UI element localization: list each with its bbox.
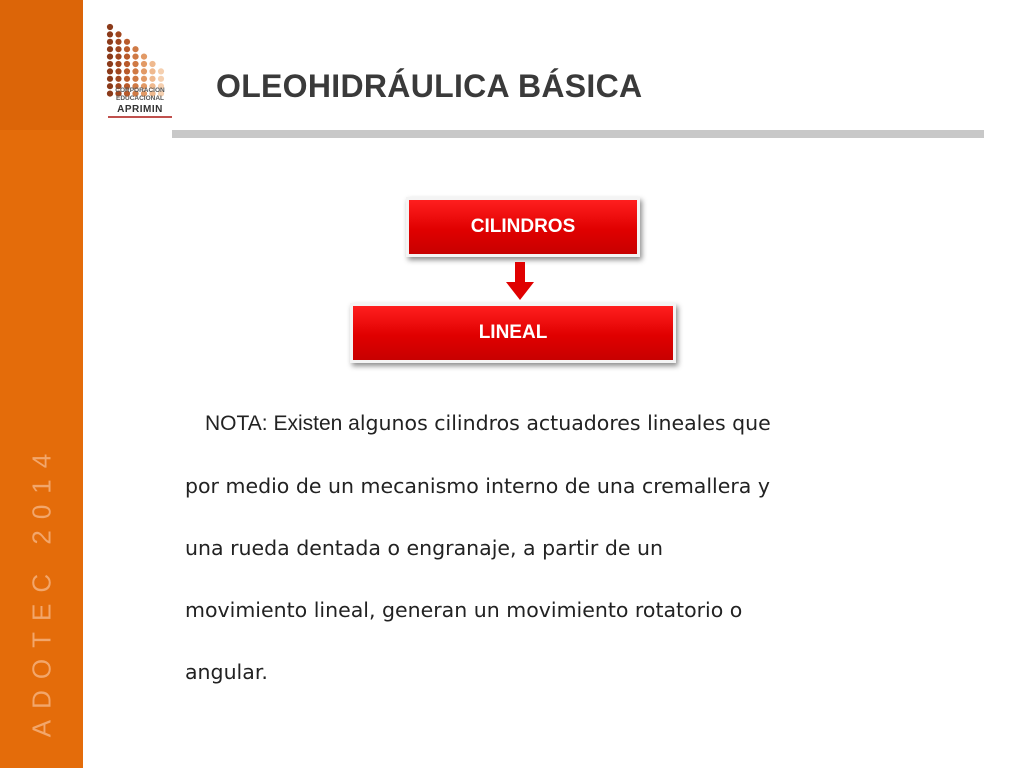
logo-dot: [115, 68, 121, 74]
logo-dot: [141, 76, 147, 82]
note-line-5: angular.: [185, 660, 268, 684]
logo-dot: [149, 76, 155, 82]
lineal-box: [350, 303, 676, 363]
logo-line-aprimin: APRIMIN: [117, 104, 163, 115]
logo-dot: [124, 76, 130, 82]
logo-dot: [141, 61, 147, 67]
logo-dot: [149, 61, 155, 67]
logo-dot: [115, 39, 121, 45]
page-title: OLEOHIDRÁULICA BÁSICA: [216, 68, 643, 104]
logo-dot: [132, 46, 138, 52]
logo-underline: [108, 116, 172, 118]
logo-dot: [107, 46, 113, 52]
logo-dot: [141, 68, 147, 74]
logo-dot: [107, 76, 113, 82]
note-paragraph: [185, 392, 955, 703]
logo-dot: [107, 68, 113, 74]
note-line-1: [185, 392, 955, 455]
logo-dot: [158, 68, 164, 74]
logo-dot: [115, 31, 121, 37]
logo-dot: [149, 68, 155, 74]
logo-dot: [115, 54, 121, 60]
logo-dot: [115, 76, 121, 82]
arrow-down-icon: [506, 262, 534, 300]
logo-dot: [132, 76, 138, 82]
note-line-1-text: lgunos cilindros actuadores lineales que: [359, 411, 771, 435]
logo-line-corporacion: CORPORACION: [115, 87, 165, 94]
logo-dot: [107, 54, 113, 60]
title-divider: [172, 130, 984, 138]
logo-dot: [124, 39, 130, 45]
logo-dot: [124, 68, 130, 74]
cilindros-box: [406, 197, 640, 257]
note-prefix: NOTA: Existen a: [205, 412, 360, 435]
logo-dot: [158, 76, 164, 82]
logo-dot: [141, 54, 147, 60]
side-bar-top-shade: [0, 0, 83, 130]
note-line-2: por medio de un mecanismo interno de una cremallera y: [185, 474, 771, 498]
note-line-4: movimiento lineal, generan un movimiento rotatorio o: [185, 598, 743, 622]
logo-dot: [107, 31, 113, 37]
side-bar-vertical-text: ADOTEC 2014: [26, 442, 57, 738]
logo-dot: [132, 68, 138, 74]
lineal-box-label: LINEAL: [478, 322, 548, 343]
logo-dot: [107, 39, 113, 45]
logo-dot: [107, 24, 113, 30]
cilindros-box-label: CILINDROS: [470, 216, 576, 237]
logo-dot: [132, 61, 138, 67]
logo-dot: [107, 61, 113, 67]
logo-dot: [124, 46, 130, 52]
logo-dot: [124, 61, 130, 67]
logo-dot: [132, 54, 138, 60]
note-line-3: una rueda dentada o engranaje, a partir de un: [185, 536, 663, 560]
logo-dot: [115, 46, 121, 52]
logo-dot: [115, 61, 121, 67]
logo-dot: [124, 54, 130, 60]
logo-line-educacional: EDUCACIONAL: [115, 95, 165, 102]
